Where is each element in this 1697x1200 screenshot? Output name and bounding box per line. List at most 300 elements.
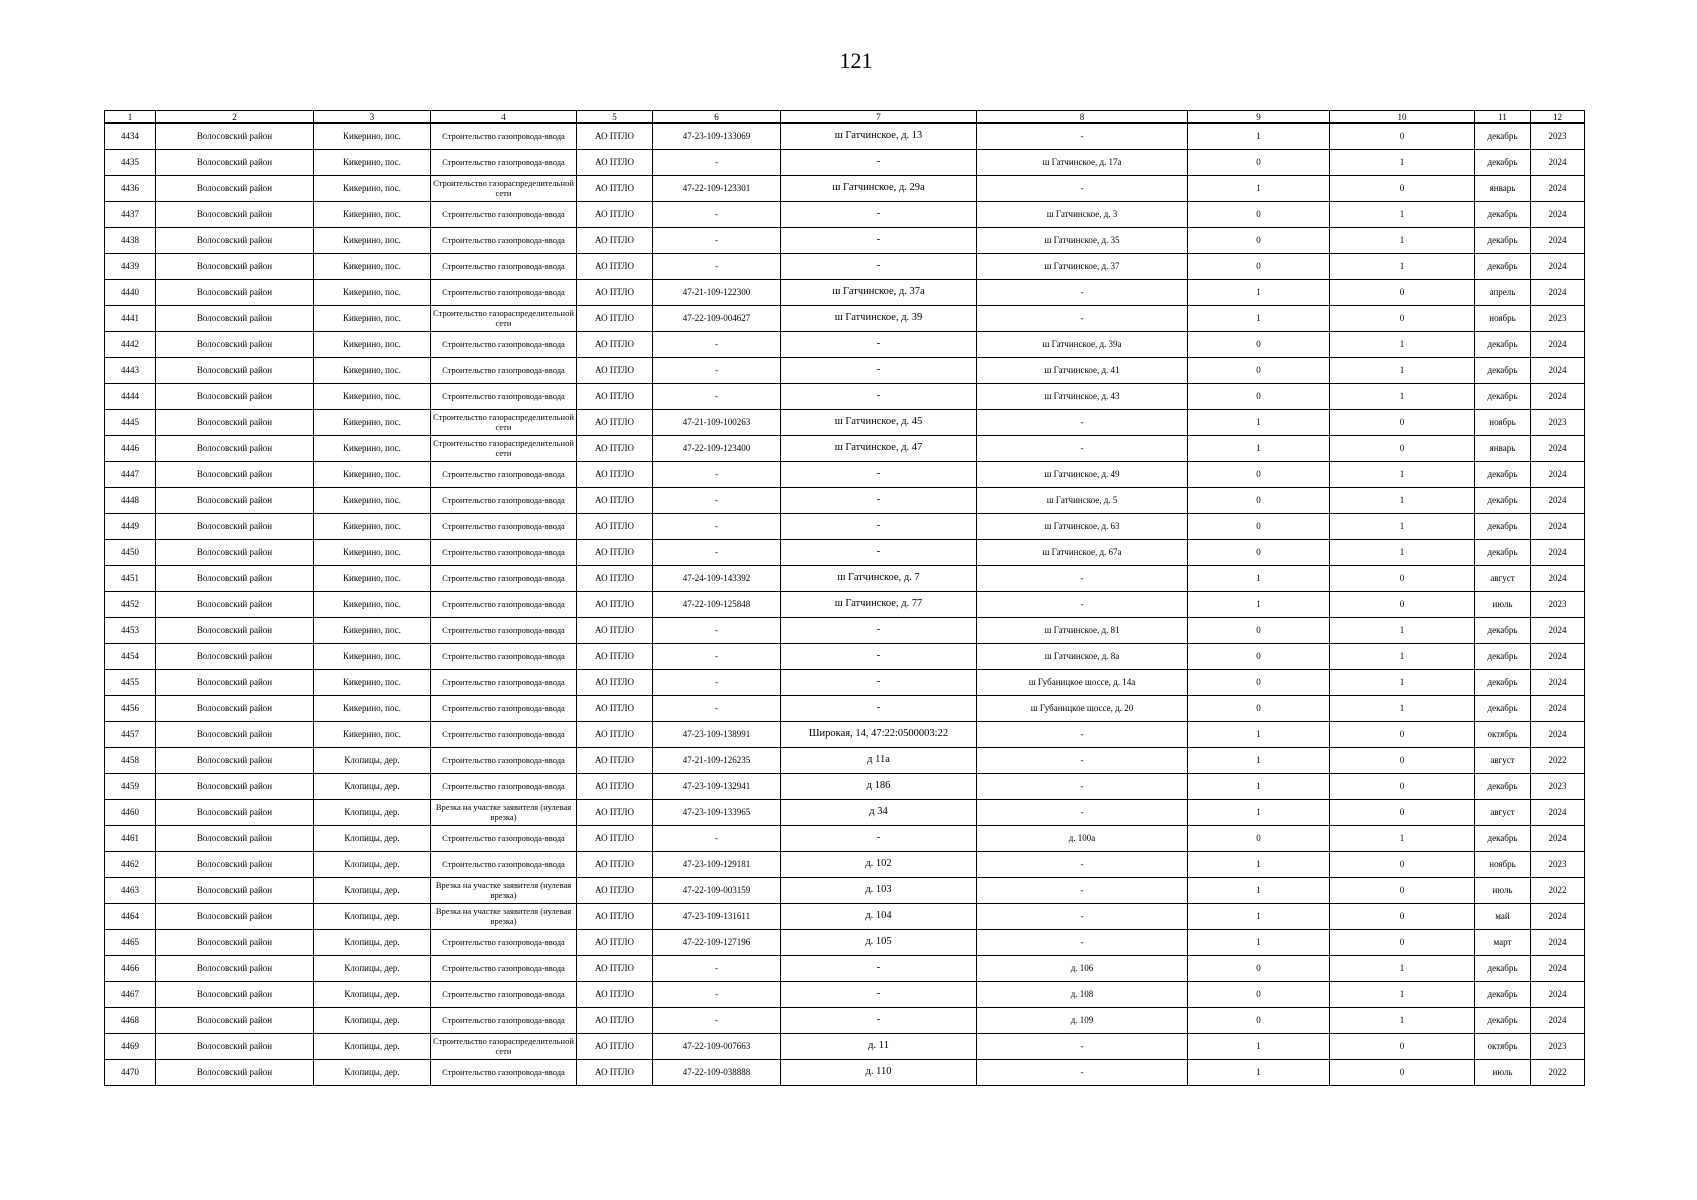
cell-district: Волосовский район bbox=[156, 903, 314, 929]
cell-row-number: 4455 bbox=[105, 669, 156, 695]
cell-month: июль bbox=[1475, 591, 1531, 617]
cell-month: декабрь bbox=[1475, 461, 1531, 487]
table-body bbox=[105, 123, 1585, 1085]
cell-month: декабрь bbox=[1475, 201, 1531, 227]
cell-count-b: 0 bbox=[1330, 591, 1475, 617]
cell-count-b: 1 bbox=[1330, 513, 1475, 539]
table-row bbox=[105, 123, 1585, 149]
cell-application-number: 47-21-109-122300 bbox=[653, 279, 781, 305]
cell-planned-address: - bbox=[977, 773, 1188, 799]
table-row bbox=[105, 357, 1585, 383]
cell-organization: АО ПТЛО bbox=[577, 643, 653, 669]
cell-district: Волосовский район bbox=[156, 851, 314, 877]
cell-object-address: д. 11 bbox=[781, 1033, 977, 1059]
cell-object-address: - bbox=[781, 201, 977, 227]
cell-year: 2024 bbox=[1531, 565, 1585, 591]
cell-year: 2024 bbox=[1531, 955, 1585, 981]
cell-count-b: 1 bbox=[1330, 539, 1475, 565]
cell-organization: АО ПТЛО bbox=[577, 435, 653, 461]
cell-planned-address: ш Гатчинское, д. 5 bbox=[977, 487, 1188, 513]
cell-work-type: Строительство газораспределительной сети bbox=[431, 409, 577, 435]
column-number-11: 11 bbox=[1475, 111, 1531, 124]
cell-work-type: Строительство газопровода-ввода bbox=[431, 565, 577, 591]
cell-application-number: - bbox=[653, 201, 781, 227]
cell-application-number: 47-22-109-007663 bbox=[653, 1033, 781, 1059]
cell-year: 2024 bbox=[1531, 487, 1585, 513]
table-row bbox=[105, 461, 1585, 487]
cell-year: 2024 bbox=[1531, 279, 1585, 305]
cell-count-b: 0 bbox=[1330, 747, 1475, 773]
cell-application-number: - bbox=[653, 487, 781, 513]
cell-work-type: Строительство газораспределительной сети bbox=[431, 175, 577, 201]
cell-district: Волосовский район bbox=[156, 669, 314, 695]
cell-work-type: Строительство газопровода-ввода bbox=[431, 721, 577, 747]
cell-work-type: Строительство газопровода-ввода bbox=[431, 487, 577, 513]
cell-planned-address: - bbox=[977, 929, 1188, 955]
cell-settlement: Кикерино, пос. bbox=[314, 357, 431, 383]
table-row bbox=[105, 513, 1585, 539]
cell-month: декабрь bbox=[1475, 513, 1531, 539]
cell-object-address: д. 110 bbox=[781, 1059, 977, 1085]
cell-planned-address: д. 100а bbox=[977, 825, 1188, 851]
cell-object-address: ш Гатчинское, д. 47 bbox=[781, 435, 977, 461]
gasification-table bbox=[104, 110, 1585, 1086]
cell-work-type: Строительство газопровода-ввода bbox=[431, 669, 577, 695]
cell-planned-address: - bbox=[977, 877, 1188, 903]
cell-application-number: 47-22-109-123400 bbox=[653, 435, 781, 461]
cell-settlement: Кикерино, пос. bbox=[314, 643, 431, 669]
cell-month: июль bbox=[1475, 877, 1531, 903]
cell-work-type: Строительство газопровода-ввода bbox=[431, 357, 577, 383]
cell-count-b: 1 bbox=[1330, 357, 1475, 383]
column-number-2: 2 bbox=[156, 111, 314, 124]
cell-count-b: 1 bbox=[1330, 669, 1475, 695]
cell-planned-address: ш Гатчинское, д. 67а bbox=[977, 539, 1188, 565]
cell-planned-address: ш Гатчинское, д. 3 bbox=[977, 201, 1188, 227]
cell-row-number: 4439 bbox=[105, 253, 156, 279]
cell-application-number: - bbox=[653, 695, 781, 721]
cell-district: Волосовский район bbox=[156, 773, 314, 799]
cell-object-address: д 11а bbox=[781, 747, 977, 773]
cell-application-number: - bbox=[653, 981, 781, 1007]
cell-count-a: 0 bbox=[1188, 253, 1330, 279]
cell-month: декабрь bbox=[1475, 1007, 1531, 1033]
cell-settlement: Кикерино, пос. bbox=[314, 617, 431, 643]
cell-organization: АО ПТЛО bbox=[577, 305, 653, 331]
cell-month: декабрь bbox=[1475, 331, 1531, 357]
cell-organization: АО ПТЛО bbox=[577, 487, 653, 513]
cell-year: 2024 bbox=[1531, 929, 1585, 955]
cell-settlement: Кикерино, пос. bbox=[314, 253, 431, 279]
cell-district: Волосовский район bbox=[156, 799, 314, 825]
cell-row-number: 4451 bbox=[105, 565, 156, 591]
cell-organization: АО ПТЛО bbox=[577, 253, 653, 279]
cell-count-a: 1 bbox=[1188, 591, 1330, 617]
cell-application-number: 47-23-109-138991 bbox=[653, 721, 781, 747]
cell-object-address: - bbox=[781, 981, 977, 1007]
cell-organization: АО ПТЛО bbox=[577, 747, 653, 773]
cell-month: декабрь bbox=[1475, 955, 1531, 981]
cell-month: январь bbox=[1475, 435, 1531, 461]
table-row bbox=[105, 487, 1585, 513]
cell-district: Волосовский район bbox=[156, 643, 314, 669]
cell-object-address: - bbox=[781, 617, 977, 643]
table-row bbox=[105, 1033, 1585, 1059]
cell-count-a: 0 bbox=[1188, 149, 1330, 175]
page-number: 121 bbox=[839, 48, 873, 73]
cell-row-number: 4458 bbox=[105, 747, 156, 773]
cell-organization: АО ПТЛО bbox=[577, 851, 653, 877]
table-row bbox=[105, 695, 1585, 721]
cell-count-a: 0 bbox=[1188, 227, 1330, 253]
cell-work-type: Строительство газопровода-ввода bbox=[431, 591, 577, 617]
table-row bbox=[105, 201, 1585, 227]
cell-row-number: 4463 bbox=[105, 877, 156, 903]
cell-year: 2024 bbox=[1531, 695, 1585, 721]
cell-month: апрель bbox=[1475, 279, 1531, 305]
cell-object-address: д. 102 bbox=[781, 851, 977, 877]
cell-settlement: Кикерино, пос. bbox=[314, 175, 431, 201]
cell-month: май bbox=[1475, 903, 1531, 929]
cell-application-number: 47-22-109-003159 bbox=[653, 877, 781, 903]
cell-district: Волосовский район bbox=[156, 617, 314, 643]
column-number-12: 12 bbox=[1531, 111, 1585, 124]
cell-settlement: Клопицы, дер. bbox=[314, 747, 431, 773]
cell-work-type: Строительство газопровода-ввода bbox=[431, 1059, 577, 1085]
cell-count-a: 1 bbox=[1188, 409, 1330, 435]
cell-application-number: - bbox=[653, 513, 781, 539]
cell-organization: АО ПТЛО bbox=[577, 201, 653, 227]
cell-count-a: 0 bbox=[1188, 643, 1330, 669]
cell-count-a: 0 bbox=[1188, 695, 1330, 721]
cell-work-type: Строительство газопровода-ввода bbox=[431, 383, 577, 409]
cell-count-a: 1 bbox=[1188, 175, 1330, 201]
table-row bbox=[105, 877, 1585, 903]
cell-row-number: 4435 bbox=[105, 149, 156, 175]
cell-application-number: 47-22-109-038888 bbox=[653, 1059, 781, 1085]
cell-settlement: Кикерино, пос. bbox=[314, 721, 431, 747]
cell-row-number: 4470 bbox=[105, 1059, 156, 1085]
cell-month: декабрь bbox=[1475, 617, 1531, 643]
cell-application-number: 47-22-109-123301 bbox=[653, 175, 781, 201]
cell-count-a: 1 bbox=[1188, 773, 1330, 799]
cell-work-type: Врезка на участке заявителя (нулевая врезка) bbox=[431, 877, 577, 903]
cell-planned-address: ш Гатчинское, д. 37 bbox=[977, 253, 1188, 279]
column-number-4: 4 bbox=[431, 111, 577, 124]
table-row bbox=[105, 1059, 1585, 1085]
cell-work-type: Строительство газопровода-ввода bbox=[431, 253, 577, 279]
cell-count-a: 0 bbox=[1188, 487, 1330, 513]
cell-count-b: 0 bbox=[1330, 409, 1475, 435]
cell-settlement: Кикерино, пос. bbox=[314, 435, 431, 461]
cell-count-a: 1 bbox=[1188, 305, 1330, 331]
table-row bbox=[105, 669, 1585, 695]
cell-object-address: ш Гатчинское, д. 39 bbox=[781, 305, 977, 331]
cell-settlement: Кикерино, пос. bbox=[314, 539, 431, 565]
cell-settlement: Кикерино, пос. bbox=[314, 383, 431, 409]
cell-district: Волосовский район bbox=[156, 409, 314, 435]
cell-object-address: ш Гатчинское, д. 7 bbox=[781, 565, 977, 591]
table-row bbox=[105, 175, 1585, 201]
cell-application-number: - bbox=[653, 643, 781, 669]
cell-count-b: 1 bbox=[1330, 981, 1475, 1007]
cell-month: декабрь bbox=[1475, 123, 1531, 149]
cell-year: 2024 bbox=[1531, 149, 1585, 175]
cell-work-type: Строительство газопровода-ввода bbox=[431, 1007, 577, 1033]
cell-planned-address: - bbox=[977, 409, 1188, 435]
cell-organization: АО ПТЛО bbox=[577, 539, 653, 565]
cell-month: март bbox=[1475, 929, 1531, 955]
cell-work-type: Строительство газораспределительной сети bbox=[431, 435, 577, 461]
cell-count-b: 0 bbox=[1330, 773, 1475, 799]
cell-year: 2022 bbox=[1531, 1059, 1585, 1085]
cell-planned-address: ш Губаницкое шоссе, д. 20 bbox=[977, 695, 1188, 721]
cell-row-number: 4466 bbox=[105, 955, 156, 981]
cell-settlement: Кикерино, пос. bbox=[314, 331, 431, 357]
cell-row-number: 4454 bbox=[105, 643, 156, 669]
cell-planned-address: д. 109 bbox=[977, 1007, 1188, 1033]
cell-year: 2023 bbox=[1531, 305, 1585, 331]
cell-application-number: - bbox=[653, 461, 781, 487]
cell-count-b: 1 bbox=[1330, 643, 1475, 669]
table-row bbox=[105, 383, 1585, 409]
cell-month: декабрь bbox=[1475, 383, 1531, 409]
cell-object-address: ш Гатчинское, д. 13 bbox=[781, 123, 977, 149]
cell-organization: АО ПТЛО bbox=[577, 773, 653, 799]
cell-settlement: Кикерино, пос. bbox=[314, 279, 431, 305]
cell-work-type: Строительство газопровода-ввода bbox=[431, 149, 577, 175]
cell-district: Волосовский район bbox=[156, 149, 314, 175]
cell-count-a: 0 bbox=[1188, 1007, 1330, 1033]
cell-row-number: 4434 bbox=[105, 123, 156, 149]
cell-work-type: Строительство газопровода-ввода bbox=[431, 513, 577, 539]
cell-year: 2023 bbox=[1531, 851, 1585, 877]
table-row bbox=[105, 539, 1585, 565]
cell-work-type: Строительство газопровода-ввода bbox=[431, 851, 577, 877]
cell-district: Волосовский район bbox=[156, 565, 314, 591]
cell-settlement: Клопицы, дер. bbox=[314, 825, 431, 851]
cell-application-number: - bbox=[653, 955, 781, 981]
cell-application-number: 47-24-109-143392 bbox=[653, 565, 781, 591]
cell-application-number: - bbox=[653, 357, 781, 383]
table-row bbox=[105, 747, 1585, 773]
column-number-10: 10 bbox=[1330, 111, 1475, 124]
cell-application-number: 47-23-109-133069 bbox=[653, 123, 781, 149]
cell-settlement: Клопицы, дер. bbox=[314, 851, 431, 877]
cell-settlement: Кикерино, пос. bbox=[314, 461, 431, 487]
cell-year: 2022 bbox=[1531, 747, 1585, 773]
cell-month: ноябрь bbox=[1475, 409, 1531, 435]
cell-year: 2024 bbox=[1531, 1007, 1585, 1033]
cell-settlement: Кикерино, пос. bbox=[314, 695, 431, 721]
column-number-row bbox=[105, 111, 1585, 124]
cell-application-number: 47-22-109-125848 bbox=[653, 591, 781, 617]
cell-count-b: 1 bbox=[1330, 617, 1475, 643]
cell-row-number: 4444 bbox=[105, 383, 156, 409]
cell-row-number: 4462 bbox=[105, 851, 156, 877]
cell-planned-address: - bbox=[977, 851, 1188, 877]
cell-application-number: 47-23-109-132941 bbox=[653, 773, 781, 799]
cell-month: декабрь bbox=[1475, 253, 1531, 279]
cell-work-type: Строительство газопровода-ввода bbox=[431, 825, 577, 851]
cell-organization: АО ПТЛО bbox=[577, 903, 653, 929]
cell-row-number: 4437 bbox=[105, 201, 156, 227]
cell-month: декабрь bbox=[1475, 695, 1531, 721]
cell-count-b: 1 bbox=[1330, 383, 1475, 409]
cell-count-a: 1 bbox=[1188, 877, 1330, 903]
cell-settlement: Клопицы, дер. bbox=[314, 929, 431, 955]
cell-object-address: - bbox=[781, 227, 977, 253]
cell-work-type: Строительство газопровода-ввода bbox=[431, 981, 577, 1007]
cell-object-address: д. 104 bbox=[781, 903, 977, 929]
cell-row-number: 4441 bbox=[105, 305, 156, 331]
cell-settlement: Кикерино, пос. bbox=[314, 565, 431, 591]
cell-district: Волосовский район bbox=[156, 487, 314, 513]
cell-row-number: 4467 bbox=[105, 981, 156, 1007]
cell-count-b: 1 bbox=[1330, 955, 1475, 981]
cell-count-a: 1 bbox=[1188, 799, 1330, 825]
cell-planned-address: ш Гатчинское, д. 41 bbox=[977, 357, 1188, 383]
cell-district: Волосовский район bbox=[156, 201, 314, 227]
cell-object-address: д. 103 bbox=[781, 877, 977, 903]
cell-count-b: 1 bbox=[1330, 461, 1475, 487]
cell-planned-address: ш Гатчинское, д. 43 bbox=[977, 383, 1188, 409]
cell-count-b: 1 bbox=[1330, 331, 1475, 357]
cell-month: декабрь bbox=[1475, 357, 1531, 383]
cell-year: 2024 bbox=[1531, 825, 1585, 851]
cell-year: 2024 bbox=[1531, 643, 1585, 669]
column-number-6: 6 bbox=[653, 111, 781, 124]
cell-settlement: Клопицы, дер. bbox=[314, 955, 431, 981]
cell-settlement: Кикерино, пос. bbox=[314, 227, 431, 253]
cell-row-number: 4456 bbox=[105, 695, 156, 721]
cell-count-b: 0 bbox=[1330, 175, 1475, 201]
cell-month: октябрь bbox=[1475, 1033, 1531, 1059]
cell-settlement: Клопицы, дер. bbox=[314, 773, 431, 799]
cell-row-number: 4465 bbox=[105, 929, 156, 955]
cell-count-b: 1 bbox=[1330, 253, 1475, 279]
cell-application-number: - bbox=[653, 539, 781, 565]
cell-month: август bbox=[1475, 747, 1531, 773]
table-row bbox=[105, 591, 1585, 617]
cell-count-b: 1 bbox=[1330, 227, 1475, 253]
cell-object-address: ш Гатчинское, д. 45 bbox=[781, 409, 977, 435]
cell-district: Волосовский район bbox=[156, 279, 314, 305]
cell-organization: АО ПТЛО bbox=[577, 357, 653, 383]
cell-work-type: Строительство газопровода-ввода bbox=[431, 955, 577, 981]
cell-object-address: ш Гатчинское, д. 77 bbox=[781, 591, 977, 617]
cell-object-address: - bbox=[781, 331, 977, 357]
column-number-1: 1 bbox=[105, 111, 156, 124]
cell-count-b: 0 bbox=[1330, 1033, 1475, 1059]
cell-district: Волосовский район bbox=[156, 227, 314, 253]
cell-planned-address: - bbox=[977, 279, 1188, 305]
table-row bbox=[105, 981, 1585, 1007]
cell-row-number: 4436 bbox=[105, 175, 156, 201]
cell-object-address: д 34 bbox=[781, 799, 977, 825]
cell-count-b: 1 bbox=[1330, 487, 1475, 513]
cell-year: 2024 bbox=[1531, 617, 1585, 643]
table-row bbox=[105, 1007, 1585, 1033]
cell-row-number: 4453 bbox=[105, 617, 156, 643]
cell-month: декабрь bbox=[1475, 487, 1531, 513]
cell-count-a: 1 bbox=[1188, 747, 1330, 773]
cell-district: Волосовский район bbox=[156, 747, 314, 773]
cell-application-number: - bbox=[653, 383, 781, 409]
cell-district: Волосовский район bbox=[156, 695, 314, 721]
cell-object-address: д 186 bbox=[781, 773, 977, 799]
cell-count-a: 0 bbox=[1188, 539, 1330, 565]
cell-month: декабрь bbox=[1475, 539, 1531, 565]
cell-count-b: 1 bbox=[1330, 201, 1475, 227]
table-row bbox=[105, 279, 1585, 305]
cell-count-a: 0 bbox=[1188, 513, 1330, 539]
cell-object-address: - bbox=[781, 539, 977, 565]
cell-settlement: Клопицы, дер. bbox=[314, 903, 431, 929]
cell-year: 2024 bbox=[1531, 253, 1585, 279]
cell-object-address: д. 105 bbox=[781, 929, 977, 955]
cell-work-type: Строительство газопровода-ввода bbox=[431, 539, 577, 565]
table-row bbox=[105, 851, 1585, 877]
cell-settlement: Кикерино, пос. bbox=[314, 149, 431, 175]
cell-count-b: 0 bbox=[1330, 305, 1475, 331]
cell-month: август bbox=[1475, 799, 1531, 825]
cell-planned-address: ш Гатчинское, д. 35 bbox=[977, 227, 1188, 253]
cell-count-a: 0 bbox=[1188, 981, 1330, 1007]
cell-organization: АО ПТЛО bbox=[577, 331, 653, 357]
cell-application-number: - bbox=[653, 253, 781, 279]
cell-count-b: 1 bbox=[1330, 825, 1475, 851]
cell-object-address: - bbox=[781, 149, 977, 175]
cell-work-type: Строительство газопровода-ввода bbox=[431, 747, 577, 773]
cell-organization: АО ПТЛО bbox=[577, 1033, 653, 1059]
cell-year: 2023 bbox=[1531, 591, 1585, 617]
cell-count-a: 1 bbox=[1188, 435, 1330, 461]
cell-month: декабрь bbox=[1475, 669, 1531, 695]
cell-organization: АО ПТЛО bbox=[577, 175, 653, 201]
table-row bbox=[105, 331, 1585, 357]
cell-month: октябрь bbox=[1475, 721, 1531, 747]
cell-district: Волосовский район bbox=[156, 331, 314, 357]
cell-count-b: 0 bbox=[1330, 123, 1475, 149]
cell-organization: АО ПТЛО bbox=[577, 565, 653, 591]
table-row bbox=[105, 955, 1585, 981]
cell-planned-address: - bbox=[977, 799, 1188, 825]
cell-object-address: - bbox=[781, 695, 977, 721]
cell-year: 2024 bbox=[1531, 799, 1585, 825]
cell-month: ноябрь bbox=[1475, 851, 1531, 877]
cell-year: 2023 bbox=[1531, 1033, 1585, 1059]
cell-district: Волосовский район bbox=[156, 981, 314, 1007]
column-number-7: 7 bbox=[781, 111, 977, 124]
cell-application-number: - bbox=[653, 669, 781, 695]
table-row bbox=[105, 799, 1585, 825]
cell-settlement: Клопицы, дер. bbox=[314, 1033, 431, 1059]
table-row bbox=[105, 617, 1585, 643]
cell-row-number: 4461 bbox=[105, 825, 156, 851]
column-number-5: 5 bbox=[577, 111, 653, 124]
cell-row-number: 4468 bbox=[105, 1007, 156, 1033]
cell-settlement: Кикерино, пос. bbox=[314, 487, 431, 513]
cell-district: Волосовский район bbox=[156, 1007, 314, 1033]
cell-planned-address: - bbox=[977, 175, 1188, 201]
cell-count-a: 0 bbox=[1188, 617, 1330, 643]
cell-month: июль bbox=[1475, 1059, 1531, 1085]
cell-application-number: 47-23-109-129181 bbox=[653, 851, 781, 877]
cell-object-address: Широкая, 14, 47:22:0500003:22 bbox=[781, 721, 977, 747]
cell-count-b: 0 bbox=[1330, 799, 1475, 825]
cell-row-number: 4448 bbox=[105, 487, 156, 513]
